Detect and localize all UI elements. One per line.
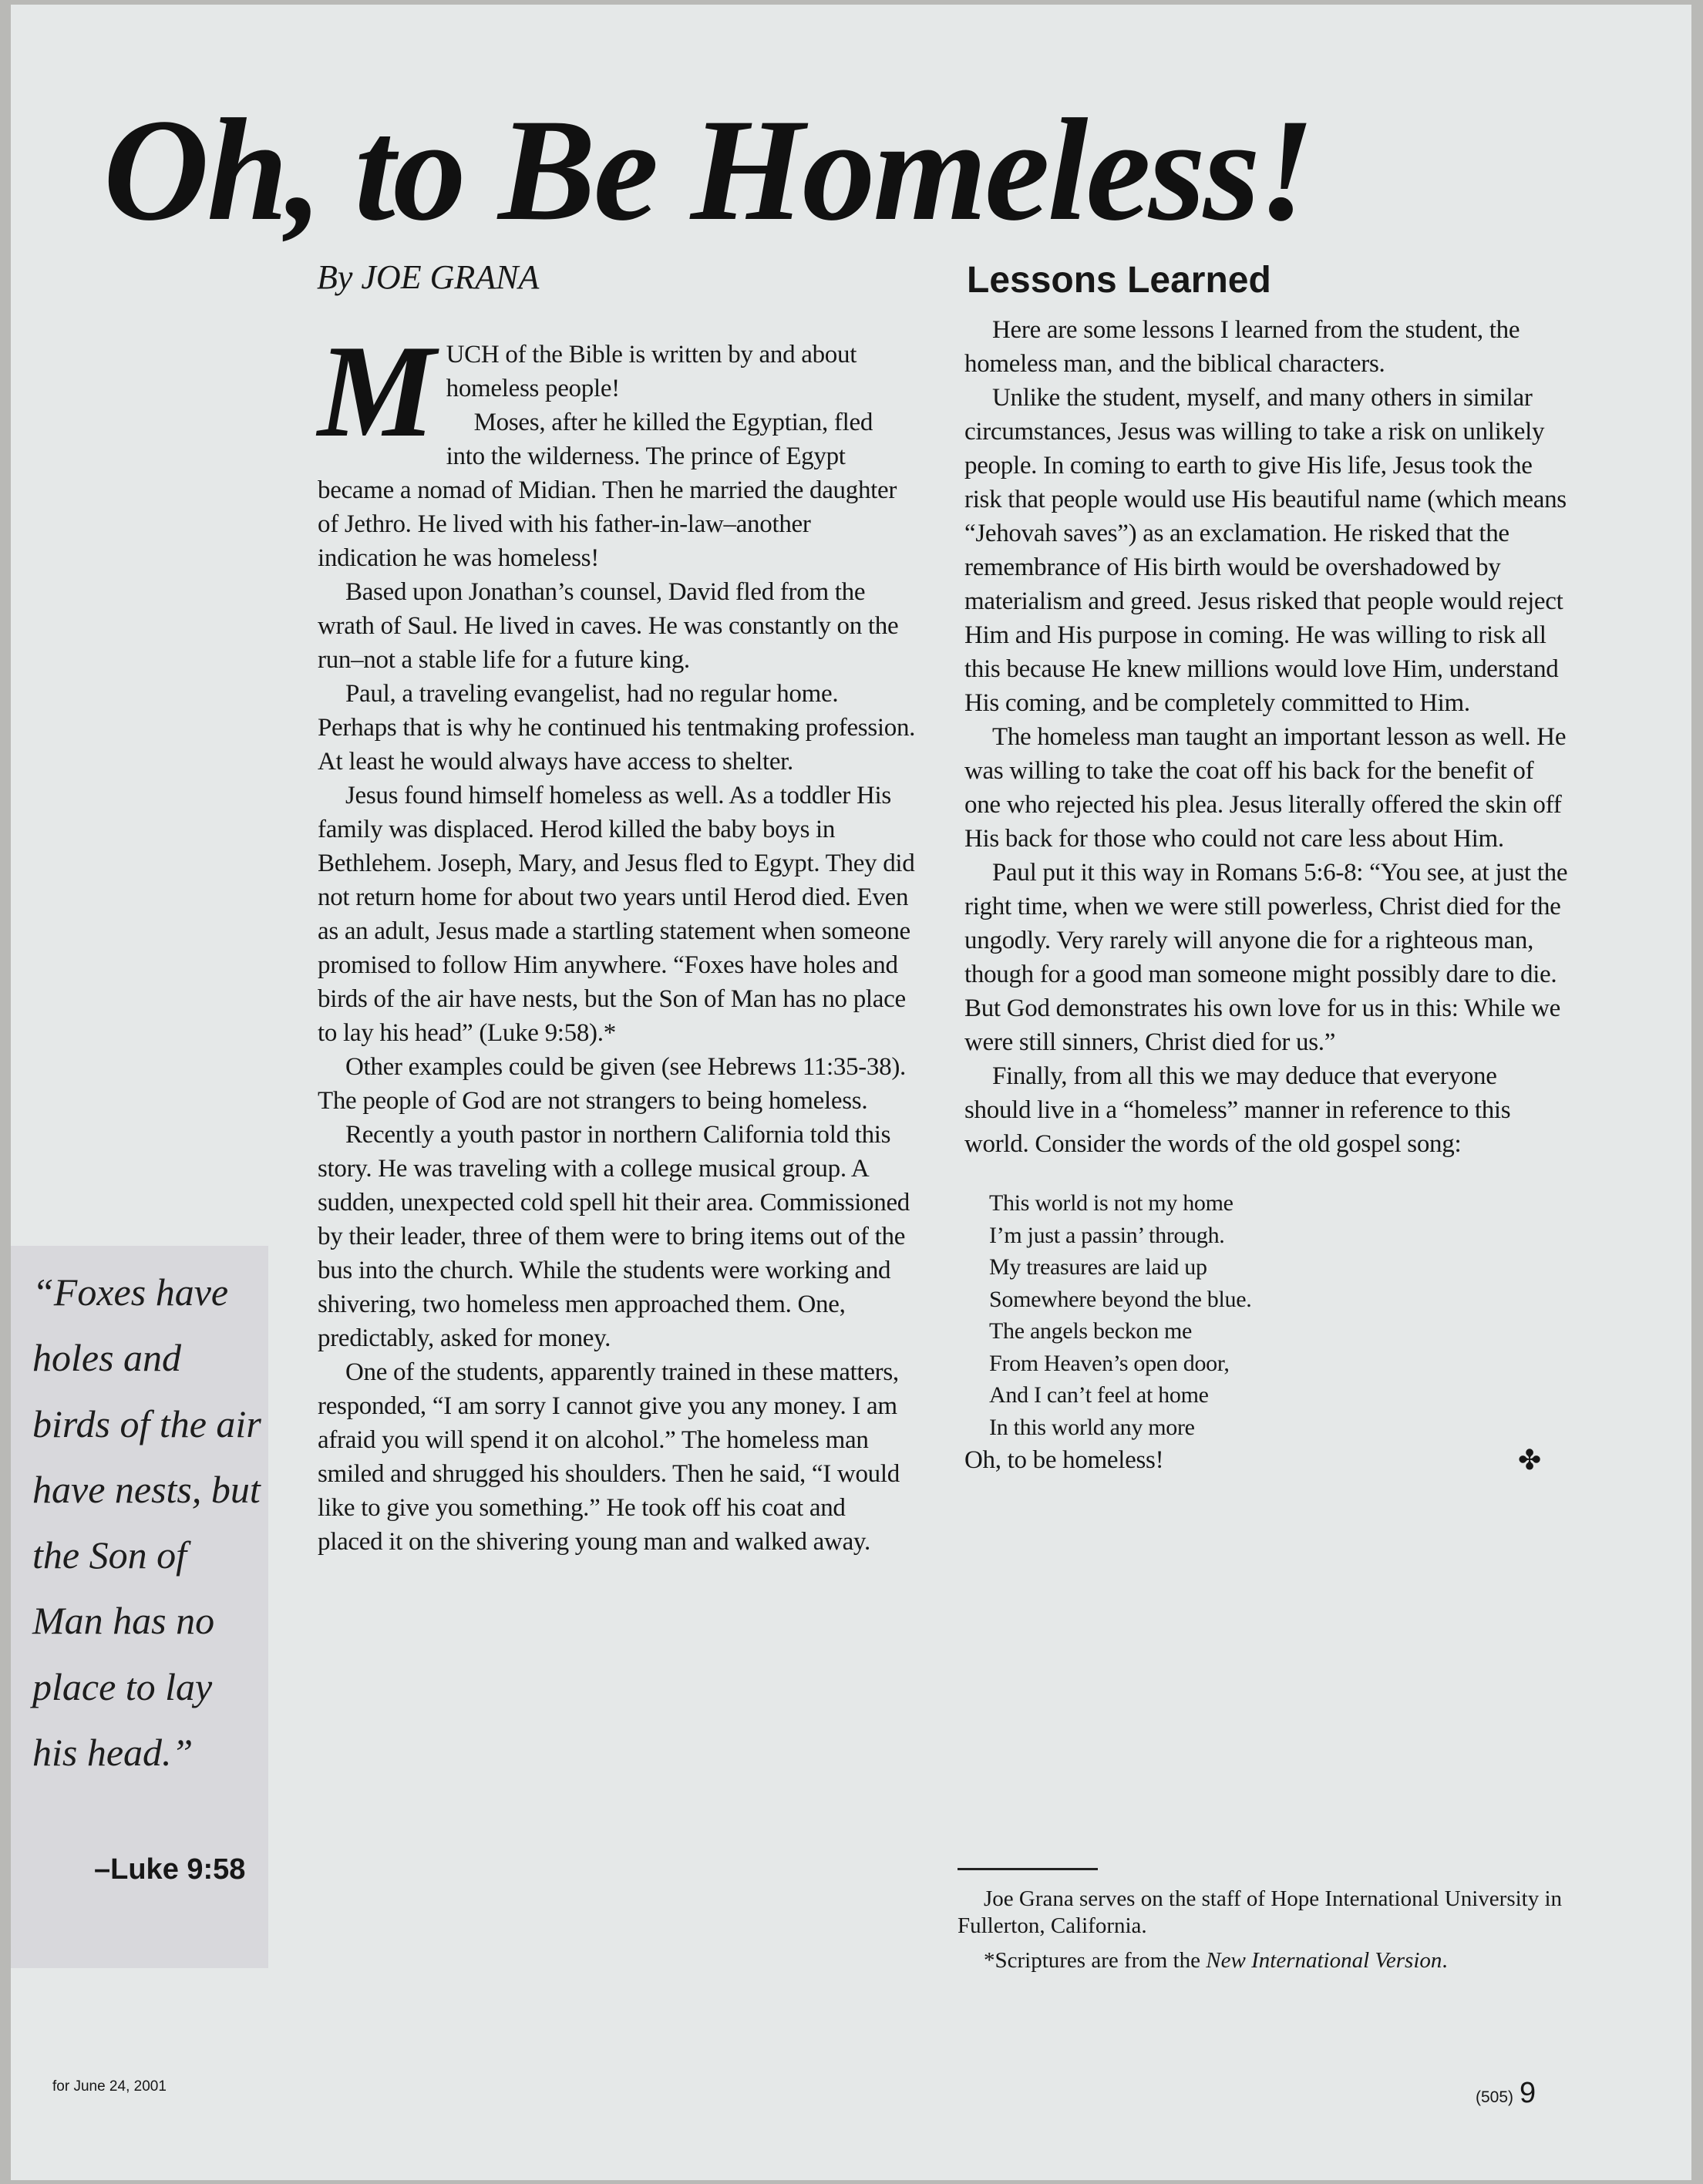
opening-text: UCH of the Bible is written by and about homeless people! (446, 341, 857, 402)
page-number: 9 (1520, 2077, 1536, 2109)
body-paragraph: Here are some lessons I learned from the student, the homeless man, and the biblical characters. (964, 316, 1520, 378)
body-paragraph: Moses, after he killed the Egyptian, fled into the wilderness. The prince of Egypt became a nomad of Midian. Then he married the daughter of Jethro. He lived with his father-in-law–another indication he was homeless! (318, 409, 897, 572)
scripture-footnote (958, 1947, 1567, 1974)
body-paragraph: Jesus found himself homeless as well. As a toddler His family was displaced. Herod killed the baby boys in Bethlehem. Joseph, Mary, and Jesus fled to Egypt. They did not return home for about two years until Herod died. Even as an adult, Jesus made a startling statement when someone promised to follow Him anywhere. “Foxes have holes and birds of the air have nests, but the Son of Man has no place to lay his head” (Luke 9:58).* (318, 782, 915, 1047)
body-paragraph: One of the students, apparently trained in these matters, responded, “I am sorry I cannot give you any money. I am afraid you will spend it on alcohol.” The homeless man smiled and shrugged his shoulders. Then he said, “I would like to give you something.” He took off his coat and placed it on the shivering young man and walked away. (318, 1358, 900, 1556)
body-paragraph: Paul, a traveling evangelist, had no regular home. Perhaps that is why he continued his tentmaking profession. At least he would always have access to shelter. (318, 680, 916, 776)
body-paragraph: Paul put it this way in Romans 5:6-8: “You see, at just the right time, when we were still powerless, Christ died for the ungodly. Very rarely will anyone die for a righteous man, though for a good man someone might possibly dare to die. But God demonstrates his own love for us in this: While we were still sinners, Christ died for us.” (964, 859, 1568, 1056)
body-paragraph: Unlike the student, myself, and many others in similar circumstances, Jesus was willing to take a risk on unlikely people. In coming to earth to give His life, Jesus took the risk that people would use His beautiful name (which means “Jehovah saves”) as an exclamation. He risked that the remembrance of His birth would be overshadowed by materialism and greed. Jesus risked that people would reject Him and His purpose in coming. He was willing to risk all this because He knew millions would love Him, understand His coming, and be completely committed to Him. (964, 384, 1567, 717)
body-paragraph: Other examples could be given (see Hebrews 11:35-38). The people of God are not strangers to being homeless. (318, 1053, 906, 1115)
song-lyrics (989, 1187, 1568, 1443)
body-paragraph: The homeless man taught an important lesson as well. He was willing to take the coat off his back for the benefit of one who rejected his plea. Jesus literally offered the skin off His back for those who could not care less about Him. (964, 723, 1567, 853)
end-mark-icon: ✤ (1518, 1445, 1541, 1476)
pull-quote: “Foxes have holes and birds of the air have nests, but the Son of Man has no place to lay his head.” (32, 1270, 261, 1775)
drop-cap: M (318, 318, 436, 465)
lyric-line: I’m just a passin’ through. (989, 1222, 1225, 1248)
lyric-line: My treasures are laid up (989, 1254, 1207, 1280)
footnote-version: New International Version (1206, 1948, 1442, 1973)
lyric-line: And I can’t feel at home (989, 1382, 1209, 1408)
lyric-line: Somewhere beyond the blue. (989, 1286, 1252, 1312)
lyric-line: In this world any more (989, 1414, 1195, 1440)
lyric-line: From Heaven’s open door, (989, 1350, 1230, 1376)
right-column (964, 313, 1568, 1477)
page-folio (1476, 2077, 1536, 2110)
article-title: Oh, to Be Homeless! (103, 89, 1313, 251)
lyric-line: This world is not my home (989, 1190, 1233, 1216)
section-heading: Lessons Learned (967, 260, 1271, 301)
opening-paragraph (318, 318, 916, 465)
footnote-suffix: . (1442, 1948, 1448, 1973)
closing-line (964, 1443, 1568, 1477)
magazine-page (11, 5, 1691, 2180)
body-paragraph: Recently a youth pastor in northern California told this story. He was traveling with a college musical group. A sudden, unexpected cold spell hit their area. Commissioned by their leader, three of them were to bring items out of the bus into the church. While the students were working and shivering, two homeless men approached them. One, predictably, asked for money. (318, 1121, 910, 1352)
byline: By JOE GRANA (317, 258, 540, 296)
pull-quote-citation: –Luke 9:58 (94, 1853, 246, 1886)
lyric-line: The angels beckon me (989, 1318, 1193, 1344)
issue-number: (505) (1476, 2088, 1514, 2106)
bio-divider (958, 1868, 1098, 1870)
closing-text: Oh, to be homeless! (964, 1446, 1164, 1474)
body-paragraph: Based upon Jonathan’s counsel, David fled from the wrath of Saul. He lived in caves. He was constantly on the run–not a stable life for a future king. (318, 578, 899, 674)
left-column (318, 318, 916, 1559)
author-bio: Joe Grana serves on the staff of Hope International University in Fullerton, California. (958, 1886, 1563, 1938)
footnote-prefix: *Scriptures are from the (984, 1948, 1207, 1973)
body-paragraph: Finally, from all this we may deduce that everyone should live in a “homeless” manner in reference to this world. Consider the words of the old gospel song: (964, 1062, 1511, 1158)
footer-date: for June 24, 2001 (52, 2078, 167, 2095)
author-bio-block (958, 1886, 1567, 1974)
